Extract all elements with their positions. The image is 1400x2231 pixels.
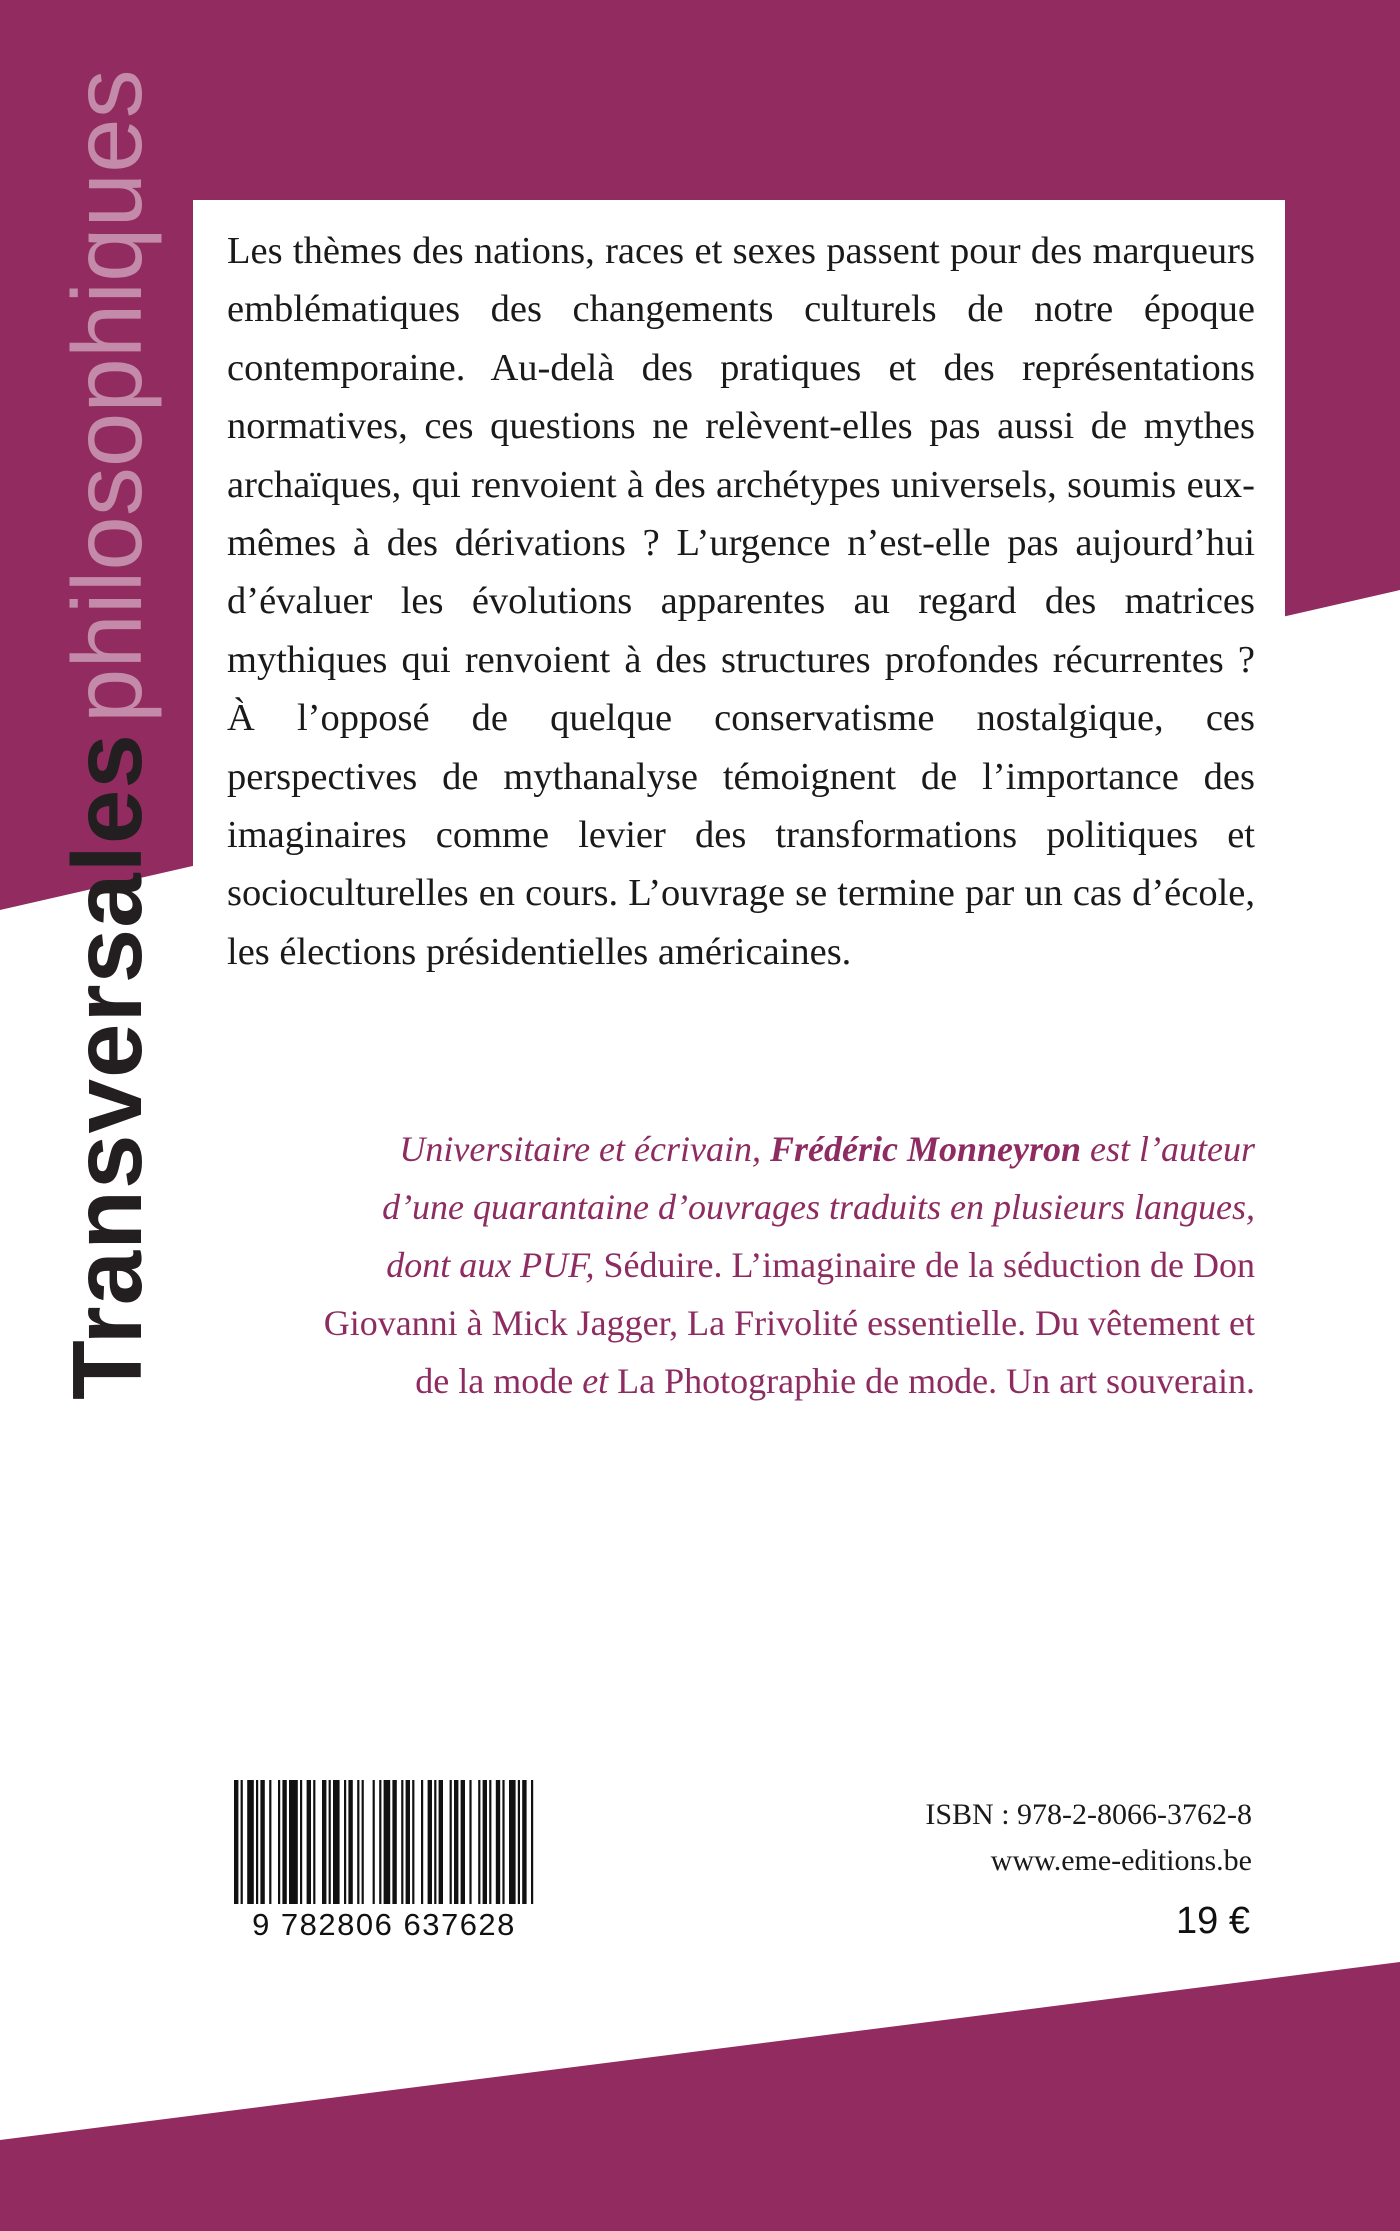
barcode-digits: 9 782806 637628: [216, 1908, 552, 1942]
series-title: [52, 69, 162, 1400]
summary-text: Les thèmes des nations, races et sexes passent pour des marqueurs emblématiques des changements culturels de notre époque contemporaine. Au-delà des pratiques et des représentations normatives, ces questions ne relèvent-elles pas aussi de mythes archaïques, qui renvoient à des archétypes universels, soumis eux-mêmes à des dérivations ? L’urgence n’est-elle pas aujourd’hui d’évaluer les évolutions apparentes au regard des matrices mythiques qui renvoient à des structures profondes récurrentes ? À l’opposé de quelque conservatisme nostalgique, ces perspectives de mythanalyse témoignent de l’importance des imaginaires comme levier des transformations politiques et socioculturelles en cours. L’ouvrage se termine par un cas d’école, les élections présidentielles américaines.: [227, 230, 1255, 973]
barcode-bar: [412, 1780, 414, 1904]
barcode-bar: [241, 1780, 243, 1904]
barcode-bar: [454, 1780, 458, 1904]
publisher-website: www.eme-editions.be: [990, 1844, 1252, 1877]
author-bio: [320, 1120, 1255, 1410]
barcode-bar: [357, 1780, 359, 1904]
barcode-bar: [322, 1780, 326, 1904]
book-title-2: La Frivolité essentielle. Du vêtement et de la mode: [415, 1303, 1255, 1401]
barcode-bar: [348, 1780, 352, 1904]
conjunction: et: [573, 1361, 618, 1401]
author-name: Frédéric Monneyron: [770, 1129, 1082, 1169]
isbn-number: ISBN : 978-2-8066-3762-8: [925, 1798, 1252, 1831]
author-desc: est l’auteur d’une quarantaine d’ouvrages traduits en plusieurs langues, dont aux PUF,: [382, 1129, 1255, 1285]
barcode-bar: [313, 1780, 315, 1904]
barcode-bar: [531, 1780, 533, 1904]
barcode-bar: [362, 1780, 364, 1904]
barcode-bar: [478, 1780, 480, 1904]
barcode-bar: [502, 1780, 504, 1904]
barcode-bar: [373, 1780, 375, 1904]
author-intro: Universitaire et écrivain,: [399, 1129, 770, 1169]
book-title-1: Séduire. L’imaginaire de la séduction de Don Giovanni à Mick Jagger: [323, 1245, 1255, 1343]
summary-box: [193, 200, 1285, 1000]
series-title-sub: philosophiques: [52, 69, 162, 724]
book-title-3: La Photographie de mode. Un art souverain: [617, 1361, 1246, 1401]
barcode-bar: [278, 1780, 280, 1904]
barcode-bar: [307, 1780, 311, 1904]
barcode-bar: [518, 1780, 520, 1904]
bottom-color-band: [0, 1962, 1400, 2231]
barcode-bar: [247, 1780, 254, 1904]
barcode-bar: [439, 1780, 443, 1904]
barcode-bar: [333, 1780, 340, 1904]
price: 19 €: [1176, 1900, 1250, 1942]
barcode-bar: [329, 1780, 331, 1904]
barcode-bar: [450, 1780, 452, 1904]
barcode-bar: [260, 1780, 264, 1904]
barcode-bar: [509, 1780, 516, 1904]
barcode-bar: [401, 1780, 403, 1904]
barcode: [216, 1780, 552, 1944]
barcode-bar: [428, 1780, 432, 1904]
barcode-bar: [392, 1780, 396, 1904]
barcode-bar: [300, 1780, 302, 1904]
barcode-bar: [282, 1780, 286, 1904]
barcode-bar: [344, 1780, 346, 1904]
period: .: [1246, 1361, 1255, 1401]
barcode-bar: [469, 1780, 471, 1904]
series-title-main: Transversales: [52, 733, 162, 1400]
barcode-bar: [289, 1780, 298, 1904]
barcode-bar: [234, 1780, 238, 1904]
barcode-bar: [496, 1780, 500, 1904]
barcode-bar: [379, 1780, 381, 1904]
barcode-bar: [384, 1780, 391, 1904]
separator: ,: [669, 1303, 688, 1343]
barcode-bar: [421, 1780, 423, 1904]
publisher-info: [925, 1792, 1252, 1884]
barcode-bar: [461, 1780, 465, 1904]
barcode-bar: [269, 1780, 271, 1904]
barcode-bar: [483, 1780, 487, 1904]
barcode-bar: [256, 1780, 258, 1904]
barcode-bar: [489, 1780, 491, 1904]
barcode-bar: [522, 1780, 526, 1904]
barcode-bar: [406, 1780, 410, 1904]
barcode-bar: [434, 1780, 436, 1904]
